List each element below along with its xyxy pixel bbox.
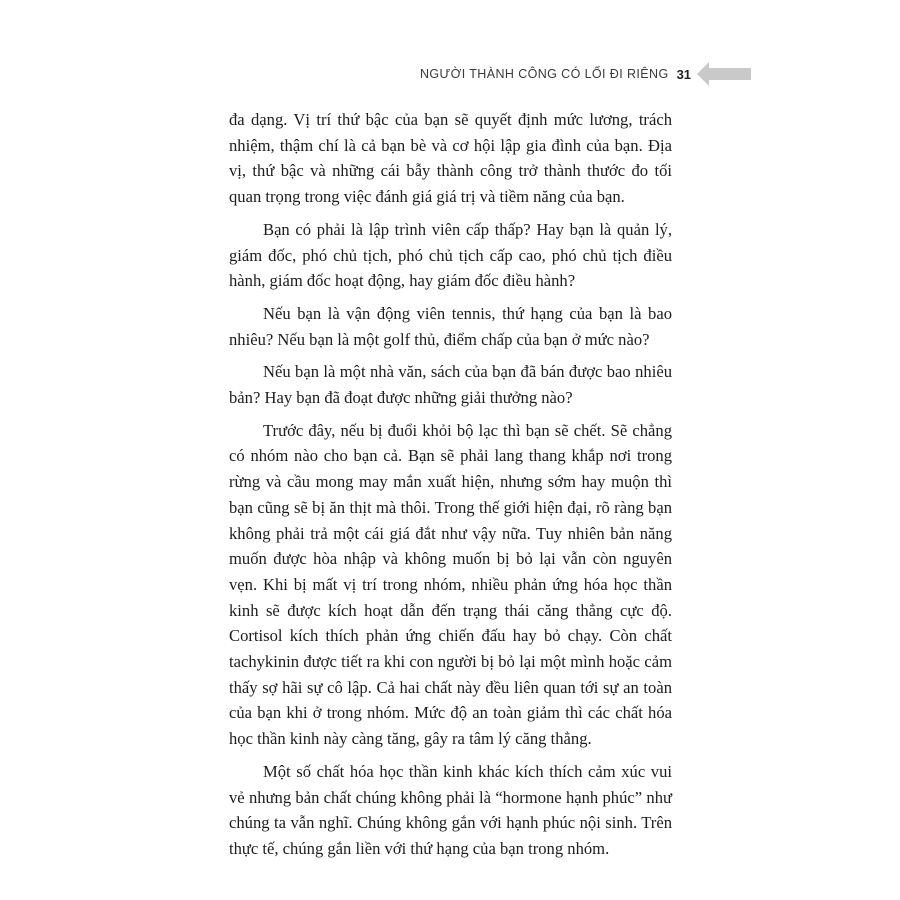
paragraph: Nếu bạn là vận động viên tennis, thứ hạng của bạn là bao nhiêu? Nếu bạn là một golf thủ, điểm chấp của bạn ở mức nào?: [229, 303, 672, 349]
paragraph: Trước đây, nếu bị đuổi khỏi bộ lạc thì bạn sẽ chết. Sẽ chẳng có nhóm nào cho bạn cả. Bạn sẽ phải lang thang khắp nơi trong rừng và cầu mong may mắn xuất hiện, nhưng sớm hay muộn thì bạn cũng sẽ bị ăn thịt mà thôi. Trong thế giới hiện đại, rõ ràng bạn không phải trả một cái giá đắt như vậy nữa. Tuy nhiên bản năng muốn được hòa nhập và không muốn bị bỏ lại vẫn còn nguyên vẹn. Khi bị mất vị trí trong nhóm, nhiều phản ứng hóa học thần kinh sẽ được kích hoạt dẫn đến trạng thái căng thẳng cực độ. Cortisol kích thích phản ứng chiến đấu hay bỏ chạy. Còn chất tachykinin được tiết ra khi con người bị bỏ lại một mình hoặc cảm thấy sợ hãi sự cô lập. Cả hai chất này đều liên quan tới sự an toàn của bạn khi ở trong nhóm. Mức độ an toàn giảm thì các chất hóa học thần kinh này càng tăng, gây ra tâm lý căng thẳng.: [229, 420, 672, 749]
running-header: [420, 62, 751, 86]
left-arrow-shape: [697, 62, 751, 86]
page-number: 31: [676, 66, 692, 82]
paragraph: Nếu bạn là một nhà văn, sách của bạn đã bán được bao nhiêu bản? Hay bạn đã đoạt được những giải thưởng nào?: [229, 362, 672, 408]
body-text: [229, 107, 672, 862]
left-arrow-icon: [697, 62, 751, 86]
paragraph: Một số chất hóa học thần kinh khác kích thích cảm xúc vui vẻ nhưng bản chất chúng không phải là “hormone hạnh phúc” như chúng ta vẫn nghĩ. Chúng không gắn với hạnh phúc nội sinh. Trên thực tế, chúng gắn liền với thứ hạng của bạn trong nhóm.: [229, 761, 672, 858]
paragraph-continued: đa dạng. Vị trí thứ bậc của bạn sẽ quyết định mức lương, trách nhiệm, thậm chí là cả bạn bè và cơ hội lập gia đình của bạn. Địa vị, thứ bậc và những cái bẫy thành công trở thành thước đo tối quan trọng trong việc đánh giá giá trị và tiềm năng của bạn.: [229, 110, 672, 207]
running-header-title: NGƯỜI THÀNH CÔNG CÓ LỐI ĐI RIÊNG: [420, 67, 669, 81]
paragraph: Bạn có phải là lập trình viên cấp thấp? Hay bạn là quản lý, giám đốc, phó chủ tịch, phó chủ tịch cấp cao, phó chủ tịch điều hành, giám đốc hoạt động, hay giám đốc điều hành?: [229, 219, 672, 291]
